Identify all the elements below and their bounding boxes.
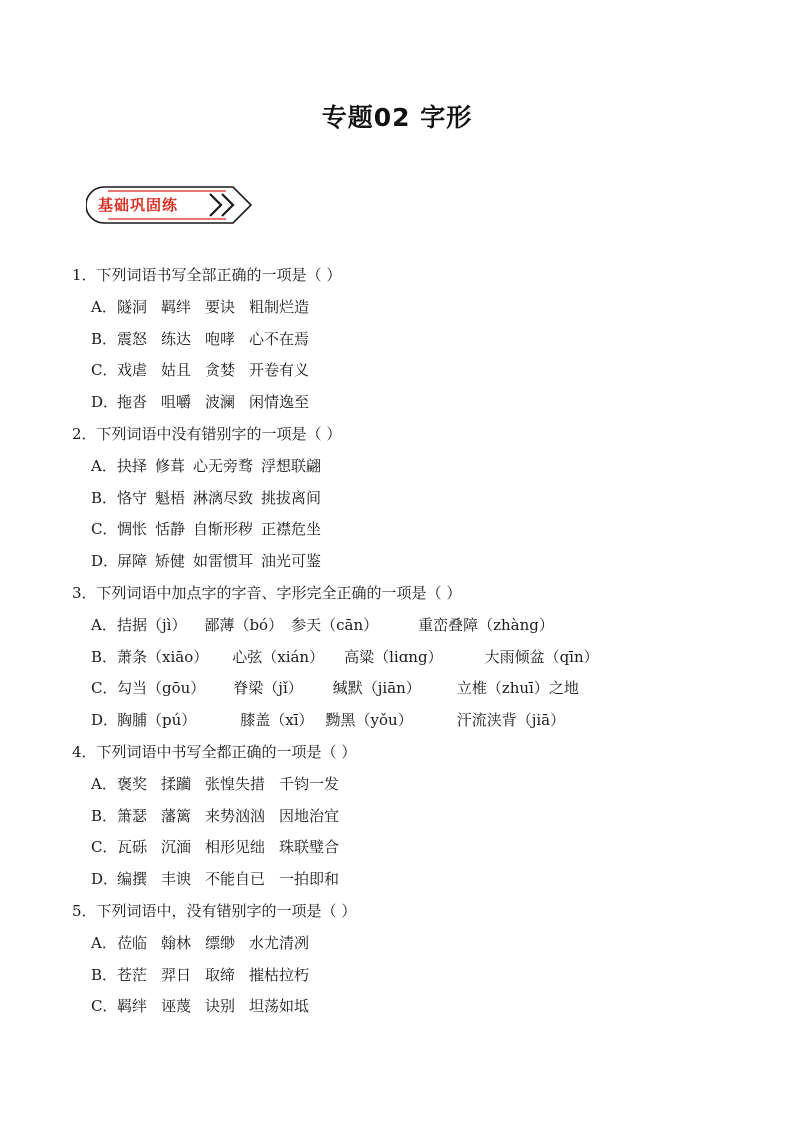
option-word: 波澜 <box>205 393 236 412</box>
option-word: 取缔 <box>205 965 236 984</box>
option-word: 羁绊 <box>161 297 192 316</box>
option-word: 张惶失措 <box>205 774 266 793</box>
option-word: 闲情逸至 <box>249 393 310 412</box>
option-word: 缄默（jiān） <box>332 679 421 698</box>
option-word: 黝黑（yǒu） <box>325 711 413 730</box>
option-word: 正襟危坐 <box>261 520 322 539</box>
option-word: 贪婪 <box>205 361 236 380</box>
question-number: 4． <box>72 742 97 761</box>
option-word: 揉躏 <box>161 774 192 793</box>
option-word: 汗流浃背（jiā） <box>456 711 566 730</box>
option-word: 坦荡如坻 <box>249 997 310 1016</box>
section-badge-label: 基础巩固练 <box>98 196 179 214</box>
question-stem <box>72 741 752 773</box>
option-word: 姑且 <box>161 361 192 380</box>
option-word: 拮据（jì） <box>117 615 187 634</box>
option-word: 矫健 <box>155 552 186 571</box>
answer-option <box>72 868 752 900</box>
option-word: 如雷惯耳 <box>193 552 254 571</box>
option-word: 隧洞 <box>117 297 148 316</box>
option-word: 练达 <box>161 329 192 348</box>
answer-option <box>72 836 752 868</box>
option-word: 千钧一发 <box>279 774 340 793</box>
option-letter: D． <box>91 870 119 889</box>
question-text: 下列词语中加点字的字音、字形完全正确的一项是（ ） <box>96 583 462 602</box>
option-letter: C． <box>91 997 118 1016</box>
option-word: 恬静 <box>155 520 186 539</box>
section-badge <box>86 184 254 226</box>
option-word: 震怒 <box>117 329 148 348</box>
answer-option <box>72 518 752 550</box>
option-word: 咀嚼 <box>161 393 192 412</box>
option-word: 浮想联翩 <box>261 456 322 475</box>
question-stem <box>72 423 752 455</box>
option-word: 翰林 <box>161 933 192 952</box>
option-word: 重峦叠障（zhàng） <box>418 615 554 634</box>
option-letter: A． <box>91 933 117 952</box>
option-letter: A． <box>91 297 117 316</box>
answer-option <box>72 932 752 964</box>
option-word: 修葺 <box>155 456 186 475</box>
option-letter: A． <box>91 456 117 475</box>
answer-option <box>72 614 752 646</box>
option-word: 藩篱 <box>161 806 192 825</box>
option-word: 膝盖（xī） <box>240 711 314 730</box>
option-word: 苍茫 <box>117 965 148 984</box>
option-word: 拖沓 <box>117 393 148 412</box>
answer-option <box>72 455 752 487</box>
option-word: 立椎（zhuī）之地 <box>456 679 579 698</box>
option-word: 参天（cān） <box>291 615 379 634</box>
option-word: 丰谀 <box>161 870 192 889</box>
option-word: 莅临 <box>117 933 148 952</box>
option-word: 惆怅 <box>117 520 148 539</box>
option-letter: D． <box>91 711 119 730</box>
option-word: 鄙薄（bó） <box>204 615 284 634</box>
question-number: 3． <box>72 583 97 602</box>
option-word: 咆哮 <box>205 329 236 348</box>
option-word: 脊梁（jǐ） <box>233 679 303 698</box>
option-word: 不能自已 <box>205 870 266 889</box>
option-word: 心弦（xián） <box>232 647 325 666</box>
option-word: 羿日 <box>161 965 192 984</box>
option-word: 编撰 <box>117 870 148 889</box>
option-word: 诬蔑 <box>161 997 192 1016</box>
question-stem <box>72 900 752 932</box>
question-number: 1． <box>72 266 97 284</box>
answer-option <box>72 296 752 328</box>
option-word: 缥缈 <box>205 933 236 952</box>
option-word: 萧条（xiāo） <box>117 647 209 666</box>
option-letter: D． <box>91 393 119 412</box>
option-letter: C． <box>91 679 118 698</box>
answer-option <box>72 328 752 360</box>
answer-option <box>72 487 752 519</box>
option-word: 摧枯拉朽 <box>249 965 310 984</box>
option-word: 一拍即和 <box>279 870 340 889</box>
question-number: 5． <box>72 901 97 920</box>
option-word: 戏虐 <box>117 361 148 380</box>
option-word: 粗制烂造 <box>249 297 310 316</box>
option-word: 屏障 <box>117 552 148 571</box>
answer-option <box>72 964 752 996</box>
question-stem <box>72 264 752 296</box>
option-letter: B． <box>91 329 118 348</box>
option-letter: B． <box>91 647 118 666</box>
option-letter: B． <box>91 965 118 984</box>
option-word: 勾当（gōu） <box>117 679 206 698</box>
option-letter: A． <box>91 774 117 793</box>
option-word: 心无旁骛 <box>193 456 254 475</box>
option-letter: B． <box>91 806 118 825</box>
option-word: 心不在焉 <box>249 329 310 348</box>
question-text: 下列词语中没有错别字的一项是（ ） <box>96 424 342 443</box>
question-list <box>72 264 752 1027</box>
option-word: 珠联璧合 <box>279 838 340 857</box>
answer-option <box>72 646 752 678</box>
option-word: 自惭形秽 <box>193 520 254 539</box>
question-text: 下列词语中，没有错别字的一项是（ ） <box>96 901 357 920</box>
answer-option <box>72 995 752 1027</box>
answer-option <box>72 773 752 805</box>
option-word: 褒奖 <box>117 774 148 793</box>
option-word: 要诀 <box>205 297 236 316</box>
option-word: 淋漓尽致 <box>193 488 254 507</box>
option-word: 水尤清冽 <box>249 933 310 952</box>
option-letter: C． <box>91 520 118 539</box>
page-title: 专题02 字形 <box>321 103 473 132</box>
answer-option <box>72 391 752 423</box>
answer-option <box>72 550 752 582</box>
option-word: 挑拔离间 <box>261 488 322 507</box>
option-letter: B． <box>91 488 118 507</box>
option-word: 瓦砾 <box>117 838 148 857</box>
option-word: 抉择 <box>117 456 148 475</box>
option-letter: A． <box>91 615 117 634</box>
option-word: 开卷有义 <box>249 361 310 380</box>
question-text: 下列词语书写全部正确的一项是（ ） <box>96 266 342 284</box>
option-word: 魁梧 <box>155 488 186 507</box>
question-stem <box>72 582 752 614</box>
option-letter: C． <box>91 361 118 380</box>
option-word: 大雨倾盆（qīn） <box>484 647 599 666</box>
option-word: 因地治宜 <box>279 806 340 825</box>
option-word: 来势汹汹 <box>205 806 266 825</box>
option-letter: D． <box>91 552 119 571</box>
option-word: 胸脯（pú） <box>117 711 197 730</box>
answer-option <box>72 677 752 709</box>
option-word: 相形见绌 <box>205 838 266 857</box>
option-word: 羁绊 <box>117 997 148 1016</box>
option-word: 沉湎 <box>161 838 192 857</box>
option-word: 高粱（liɑng） <box>344 647 443 666</box>
answer-option <box>72 709 752 741</box>
option-word: 油光可鉴 <box>261 552 322 571</box>
question-text: 下列词语中书写全都正确的一项是（ ） <box>96 742 357 761</box>
option-word: 箫瑟 <box>117 806 148 825</box>
option-word: 恪守 <box>117 488 148 507</box>
option-word: 诀别 <box>205 997 236 1016</box>
answer-option <box>72 359 752 391</box>
option-letter: C． <box>91 838 118 857</box>
question-number: 2． <box>72 424 97 443</box>
answer-option <box>72 805 752 837</box>
